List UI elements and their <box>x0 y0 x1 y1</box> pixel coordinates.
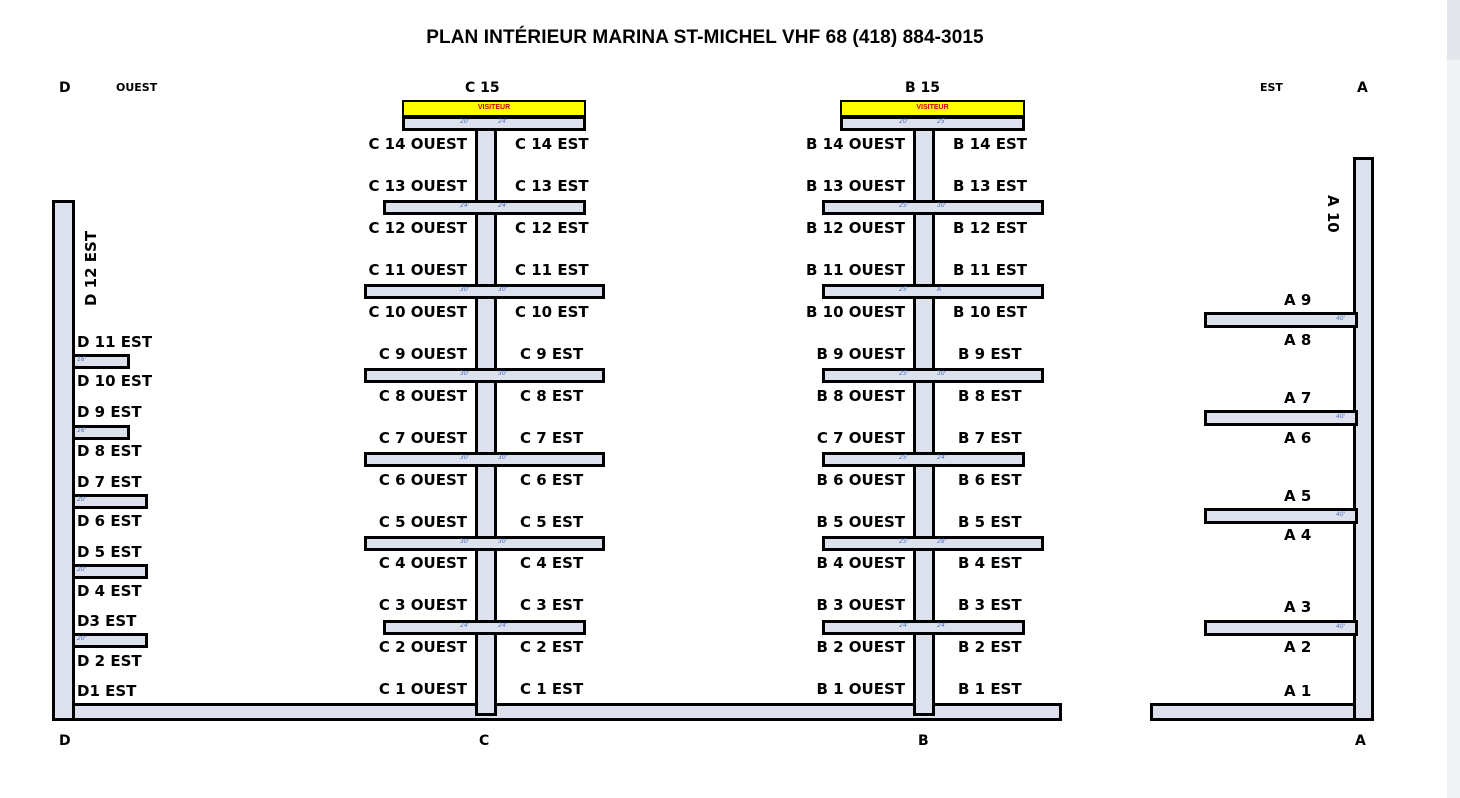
finger-pier-b <box>822 284 1044 299</box>
slip-label-c-est: C 7 EST <box>520 429 584 447</box>
finger-pier-a <box>1204 410 1358 426</box>
slip-d12: D 12 EST <box>82 230 100 306</box>
visitor-c15: VISITEUR <box>402 100 586 117</box>
slip-label-b-est: B 13 EST <box>953 177 1028 195</box>
finger-pier-a <box>1204 620 1358 636</box>
slip-label-b-ouest: B 13 OUEST <box>806 177 905 195</box>
finger-length-c-est: 24' <box>498 202 508 209</box>
slip-label-c-ouest: C 3 OUEST <box>378 596 467 614</box>
slip-label-c-ouest: C 11 OUEST <box>368 261 467 279</box>
slip-label-b-est: B 6 EST <box>958 471 1022 489</box>
slip-label-c-ouest: C 13 OUEST <box>368 177 467 195</box>
finger-length-b-ouest: 25' <box>899 202 909 209</box>
slip-label-c-est: C 3 EST <box>520 596 584 614</box>
finger-pier-c <box>383 200 586 215</box>
slip-label-b-est: B 14 EST <box>953 135 1028 153</box>
slip-label-b-ouest: B 5 OUEST <box>816 513 905 531</box>
slip-label-c-ouest: C 9 OUEST <box>378 345 467 363</box>
slip-label-c-ouest: C 5 OUEST <box>378 513 467 531</box>
slip-label-c-ouest: C 7 OUEST <box>378 429 467 447</box>
finger-length-c-est: 30' <box>498 454 508 461</box>
finger-length-b-ouest: 20' <box>899 118 909 125</box>
finger-pier-a <box>1204 508 1358 524</box>
scrollbar-thumb[interactable] <box>1447 0 1460 60</box>
finger-pier-b <box>822 452 1025 467</box>
slip-label-a: A 4 <box>1284 526 1312 544</box>
slip-label-b-ouest: B 1 OUEST <box>816 680 905 698</box>
slip-label-c-est: C 2 EST <box>520 638 584 656</box>
slip-label-b-ouest: B 6 OUEST <box>816 471 905 489</box>
slip-label-b-est: B 3 EST <box>958 596 1022 614</box>
finger-length-c-ouest: 24' <box>460 202 470 209</box>
finger-length-c-ouest: 30' <box>460 286 470 293</box>
finger-length-c-ouest: 20' <box>460 118 470 125</box>
dock-a-spine <box>1353 157 1374 721</box>
finger-length-b-ouest: 25' <box>899 370 909 377</box>
slip-label-a: A 7 <box>1284 389 1312 407</box>
slip-label-d: D 4 EST <box>77 582 142 600</box>
slip-label-c-est: C 14 EST <box>515 135 589 153</box>
slip-label-a: A 3 <box>1284 598 1312 616</box>
slip-label-d: D 11 EST <box>77 333 153 351</box>
header-c15: C 15 <box>465 80 500 96</box>
slip-label-c-est: C 11 EST <box>515 261 589 279</box>
header-est: EST <box>1260 81 1283 94</box>
slip-label-d: D 10 EST <box>77 372 153 390</box>
slip-label-b-est: B 5 EST <box>958 513 1022 531</box>
finger-length-c-ouest: 30' <box>460 370 470 377</box>
header-b15: B 15 <box>905 80 941 96</box>
slip-label-b-ouest: B 9 OUEST <box>816 345 905 363</box>
finger-length-b-est: 24' <box>937 622 947 629</box>
slip-label-d: D 2 EST <box>77 652 142 670</box>
finger-length-c-est: 30' <box>498 286 508 293</box>
slip-label-b-est: B 4 EST <box>958 554 1022 572</box>
finger-length-b-ouest: 25' <box>899 286 909 293</box>
finger-pier-c <box>364 452 605 467</box>
finger-length-b-est: 24' <box>937 454 947 461</box>
scrollbar-track[interactable] <box>1447 0 1460 798</box>
slip-label-a: A 1 <box>1284 682 1312 700</box>
finger-pier-c <box>402 116 586 131</box>
slip-label-c-est: C 4 EST <box>520 554 584 572</box>
finger-length-b-ouest: 25' <box>899 454 909 461</box>
slip-label-a: A 9 <box>1284 291 1312 309</box>
finger-length-c-ouest: 30' <box>460 454 470 461</box>
slip-label-b-est: B 9 EST <box>958 345 1022 363</box>
finger-length-b-est: 30' <box>937 370 947 377</box>
slip-label-c-ouest: C 2 OUEST <box>378 638 467 656</box>
slip-label-d: D1 EST <box>77 682 137 700</box>
slip-label-c-ouest: C 1 OUEST <box>378 680 467 698</box>
slip-label-d: D3 EST <box>77 612 137 630</box>
slip-label-c-est: C 13 EST <box>515 177 589 195</box>
finger-length-d: 20' <box>77 566 87 573</box>
slip-label-b-ouest: B 10 OUEST <box>806 303 905 321</box>
slip-label-d: D 5 EST <box>77 543 142 561</box>
slip-label-b-ouest: B 2 OUEST <box>816 638 905 656</box>
finger-pier-c <box>364 368 605 383</box>
plan-title: PLAN INTÉRIEUR MARINA ST-MICHEL VHF 68 (418) 884-3015 <box>426 27 984 48</box>
header-c-bottom: C <box>479 733 490 749</box>
main-walkway <box>52 703 1062 721</box>
slip-label-b-ouest: B 4 OUEST <box>816 554 905 572</box>
finger-length-c-est: 30' <box>498 538 508 545</box>
slip-label-b-est: B 7 EST <box>958 429 1022 447</box>
finger-length-c-ouest: 30' <box>460 538 470 545</box>
header-b-bottom: B <box>918 733 929 749</box>
slip-label-b-ouest: B 14 OUEST <box>806 135 905 153</box>
finger-length-b-est: 25' <box>937 118 947 125</box>
finger-length-a: 40' <box>1336 413 1346 420</box>
finger-length-c-est: 24' <box>498 118 508 125</box>
slip-label-a: A 6 <box>1284 429 1312 447</box>
finger-pier-b <box>822 536 1044 551</box>
header-a-top: A <box>1357 80 1368 96</box>
header-a-bottom: A <box>1355 733 1366 749</box>
a-walkway <box>1150 703 1374 721</box>
finger-length-d: 20' <box>77 496 87 503</box>
slip-label-c-ouest: C 10 OUEST <box>368 303 467 321</box>
finger-pier-b <box>822 620 1025 635</box>
slip-label-c-est: C 6 EST <box>520 471 584 489</box>
slip-label-c-ouest: C 8 OUEST <box>378 387 467 405</box>
slip-label-b-est: B 12 EST <box>953 219 1028 237</box>
slip-label-b-est: B 8 EST <box>958 387 1022 405</box>
slip-label-b-ouest: B 12 OUEST <box>806 219 905 237</box>
finger-pier-b <box>822 368 1044 383</box>
slip-label-a: A 5 <box>1284 487 1312 505</box>
header-d-bottom: D <box>59 733 71 749</box>
finger-length-a: 40' <box>1336 511 1346 518</box>
slip-label-b-est: B 10 EST <box>953 303 1028 321</box>
slip-label-b-ouest: B 8 OUEST <box>816 387 905 405</box>
finger-length-d: 16' <box>77 427 87 434</box>
slip-label-c-ouest: C 6 OUEST <box>378 471 467 489</box>
slip-a10: A 10 <box>1324 195 1342 233</box>
finger-pier-b <box>822 200 1044 215</box>
header-ouest: OUEST <box>116 81 158 94</box>
header-d-top: D <box>59 80 71 96</box>
slip-label-b-ouest: B 3 OUEST <box>816 596 905 614</box>
slip-label-d: D 7 EST <box>77 473 142 491</box>
finger-pier-c <box>364 284 605 299</box>
slip-label-c-est: C 12 EST <box>515 219 589 237</box>
finger-length-b-est: A <box>937 286 942 293</box>
slip-label-c-est: C 8 EST <box>520 387 584 405</box>
slip-label-b-est: B 1 EST <box>958 680 1022 698</box>
finger-length-b-est: 28' <box>937 538 947 545</box>
finger-length-b-ouest: 24' <box>899 622 909 629</box>
finger-pier-c <box>383 620 586 635</box>
slip-label-c-ouest: C 4 OUEST <box>378 554 467 572</box>
finger-length-a: 40' <box>1336 623 1346 630</box>
finger-length-c-est: 24' <box>498 622 508 629</box>
slip-label-c-ouest: C 12 OUEST <box>368 219 467 237</box>
slip-label-d: D 9 EST <box>77 403 142 421</box>
slip-label-a: A 8 <box>1284 331 1312 349</box>
finger-length-c-ouest: 24' <box>460 622 470 629</box>
slip-label-b-est: B 2 EST <box>958 638 1022 656</box>
slip-label-c-ouest: C 14 OUEST <box>368 135 467 153</box>
slip-label-c-est: C 5 EST <box>520 513 584 531</box>
finger-length-c-est: 30' <box>498 370 508 377</box>
finger-pier-b <box>840 116 1025 131</box>
finger-length-b-ouest: 25' <box>899 538 909 545</box>
slip-label-c-est: C 10 EST <box>515 303 589 321</box>
finger-length-d: 16' <box>77 356 87 363</box>
slip-label-c-est: C 1 EST <box>520 680 584 698</box>
finger-length-b-est: 30' <box>937 202 947 209</box>
slip-label-b-ouest: B 11 OUEST <box>806 261 905 279</box>
slip-label-a: A 2 <box>1284 638 1312 656</box>
visitor-b15: VISITEUR <box>840 100 1025 117</box>
slip-label-b-est: B 11 EST <box>953 261 1028 279</box>
slip-label-c-est: C 9 EST <box>520 345 584 363</box>
slip-label-b-ouest: C 7 OUEST <box>816 429 905 447</box>
finger-length-d: 20' <box>77 635 87 642</box>
finger-length-a: 40' <box>1336 315 1346 322</box>
slip-label-d: D 8 EST <box>77 442 142 460</box>
finger-pier-c <box>364 536 605 551</box>
finger-pier-a <box>1204 312 1358 328</box>
slip-label-d: D 6 EST <box>77 512 142 530</box>
